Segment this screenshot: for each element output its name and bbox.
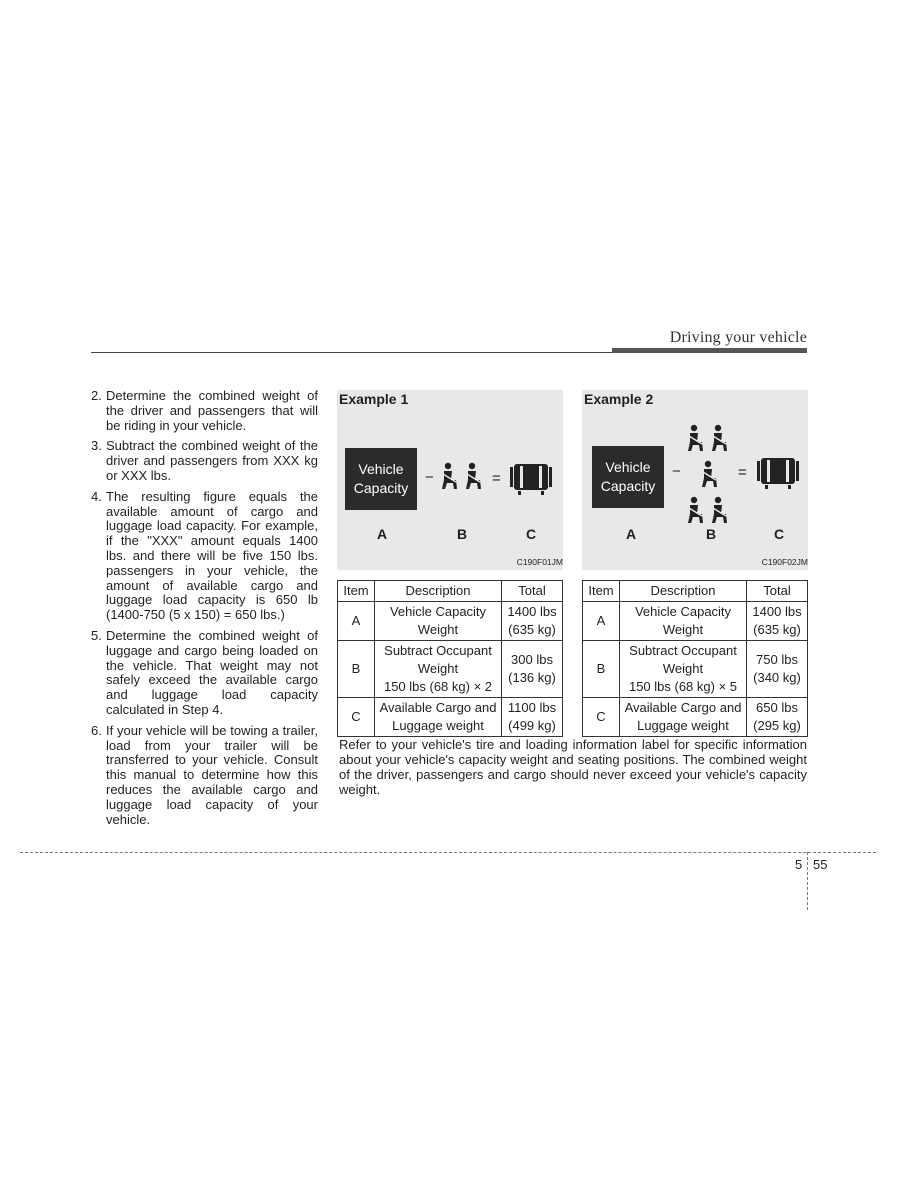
cell-item: A: [583, 602, 620, 641]
table-header-row: [583, 581, 808, 602]
cell-total: [502, 698, 563, 737]
step-text: Determine the combined weight of the driver and passengers that will be riding in your vehicle.: [106, 388, 318, 433]
vehicle-capacity-box: [592, 446, 664, 508]
step-number: 2.: [91, 388, 102, 403]
total-kg: (136 kg): [508, 670, 556, 685]
equals-sign: =: [738, 464, 747, 481]
total-lbs: 650 lbs: [756, 700, 798, 715]
total-kg: (635 kg): [753, 622, 801, 637]
total-kg: (635 kg): [508, 622, 556, 637]
label-a: A: [626, 526, 637, 542]
step-item: [91, 629, 318, 718]
refer-paragraph: Refer to your vehicle's tire and loading information label for specific information about your vehicle's capacity weight and seating positions. The combined weight of the driver, passengers and cargo should never exceed your vehicle's capacity weight.: [339, 737, 807, 797]
step-text: If your vehicle will be towing a trailer, load from your trailer will be transferred to your vehicle. Consult this manual to determine how this reduces the available cargo and luggage load capacity of your vehicle.: [106, 722, 318, 827]
cell-item: C: [338, 698, 375, 737]
total-kg: (340 kg): [753, 670, 801, 685]
capacity-line-2: Capacity: [600, 478, 656, 494]
desc-line: Vehicle Capacity: [389, 604, 487, 619]
desc-line: Available Cargo and: [379, 700, 497, 715]
desc-line: Available Cargo and: [624, 700, 742, 715]
step-text: Subtract the combined weight of the driver and passengers from XXX kg or XXX lbs.: [106, 438, 318, 483]
capacity-line-2: Capacity: [353, 480, 409, 496]
luggage-icon: [756, 456, 800, 490]
cell-total: [747, 602, 808, 641]
cell-description: [620, 602, 747, 641]
example-2-table: [582, 580, 808, 737]
table-row: [338, 641, 563, 698]
cell-description: [375, 698, 502, 737]
example-1-figure: [337, 390, 563, 570]
footer-dashed-rule: [20, 852, 876, 853]
total-kg: (295 kg): [753, 718, 801, 733]
cell-total: [747, 641, 808, 698]
step-item: [91, 490, 318, 623]
step-item: [91, 389, 318, 433]
table-row: [583, 602, 808, 641]
desc-line: Luggage weight: [392, 718, 484, 733]
total-lbs: 1400 lbs: [752, 604, 802, 619]
capacity-line-1: Vehicle: [358, 461, 404, 477]
col-header-item: Item: [583, 581, 620, 602]
cell-item: A: [338, 602, 375, 641]
step-number: 5.: [91, 627, 102, 643]
cell-total: [502, 602, 563, 641]
figure-code: C190F02JM: [761, 557, 808, 567]
capacity-line-1: Vehicle: [605, 459, 651, 475]
section-number: 5: [795, 857, 803, 872]
desc-line: Vehicle Capacity: [634, 604, 732, 619]
col-header-total: Total: [502, 581, 563, 602]
col-header-total: Total: [747, 581, 808, 602]
step-number: 3.: [91, 438, 102, 454]
example-title: Example 1: [339, 391, 409, 407]
seated-passenger-icon: [709, 496, 731, 526]
table-header-row: [338, 581, 563, 602]
step-number: 6.: [91, 722, 102, 738]
example-title: Example 2: [584, 391, 654, 407]
total-lbs: 300 lbs: [511, 652, 553, 667]
desc-line: Luggage weight: [637, 718, 729, 733]
seated-passenger-icon: [685, 496, 707, 526]
label-b: B: [706, 526, 717, 542]
label-b: B: [457, 526, 468, 542]
total-kg: (499 kg): [508, 718, 556, 733]
desc-line: 150 lbs (68 kg) × 2: [383, 679, 493, 694]
table-row: [338, 602, 563, 641]
label-a: A: [377, 526, 388, 542]
page-number: 55: [813, 857, 828, 872]
seated-passenger-icon: [439, 462, 461, 492]
cell-description: [375, 641, 502, 698]
table-row: [583, 641, 808, 698]
steps-column: [91, 389, 318, 833]
total-lbs: 1100 lbs: [507, 700, 557, 715]
cell-item: C: [583, 698, 620, 737]
minus-sign: −: [425, 469, 434, 486]
desc-line: 150 lbs (68 kg) × 5: [628, 679, 738, 694]
seated-passenger-icon: [463, 462, 485, 492]
cell-description: [620, 641, 747, 698]
desc-line: Subtract Occupant: [629, 643, 737, 658]
seated-passenger-icon: [685, 424, 707, 454]
desc-line: Weight: [662, 661, 704, 676]
equals-sign: =: [492, 470, 501, 487]
label-c: C: [774, 526, 785, 542]
step-text: The resulting figure equals the available amount of cargo and luggage load capacity. For example, if the "XXX" amount equals 1400 lbs. and there will be five 150 lbs. passengers in your vehicle, the amount of available cargo and luggage load capacity is 650 lb (1400-750 (5 x 150) = 650 lbs.): [106, 488, 318, 623]
label-c: C: [526, 526, 537, 542]
total-lbs: 1400 lbs: [507, 604, 557, 619]
luggage-icon: [509, 462, 553, 496]
example-2-figure: [582, 390, 808, 570]
col-header-description: Description: [375, 581, 502, 602]
table-row: [583, 698, 808, 737]
cell-description: [620, 698, 747, 737]
cell-item: B: [338, 641, 375, 698]
example-1-table: [337, 580, 563, 737]
vehicle-capacity-box: [345, 448, 417, 510]
desc-line: Subtract Occupant: [384, 643, 492, 658]
seated-passenger-icon: [709, 424, 731, 454]
header-bar: [612, 348, 807, 353]
desc-line: Weight: [417, 661, 459, 676]
step-number: 4.: [91, 488, 102, 504]
table-row: [338, 698, 563, 737]
seated-passenger-icon: [699, 460, 721, 490]
footer-vertical-dash: [807, 852, 808, 910]
desc-line: Weight: [662, 622, 704, 637]
step-item: [91, 724, 318, 828]
page-header-title: Driving your vehicle: [669, 329, 807, 346]
step-item: [91, 439, 318, 483]
col-header-description: Description: [620, 581, 747, 602]
col-header-item: Item: [338, 581, 375, 602]
cell-description: [375, 602, 502, 641]
total-lbs: 750 lbs: [756, 652, 798, 667]
minus-sign: −: [672, 463, 681, 480]
cell-total: [747, 698, 808, 737]
step-text: Determine the combined weight of luggage and cargo being loaded on the vehicle. That weight may not safely exceed the available cargo and luggage load capacity calculated in Step 4.: [106, 627, 318, 717]
cell-total: [502, 641, 563, 698]
figure-code: C190F01JM: [516, 557, 563, 567]
desc-line: Weight: [417, 622, 459, 637]
cell-item: B: [583, 641, 620, 698]
